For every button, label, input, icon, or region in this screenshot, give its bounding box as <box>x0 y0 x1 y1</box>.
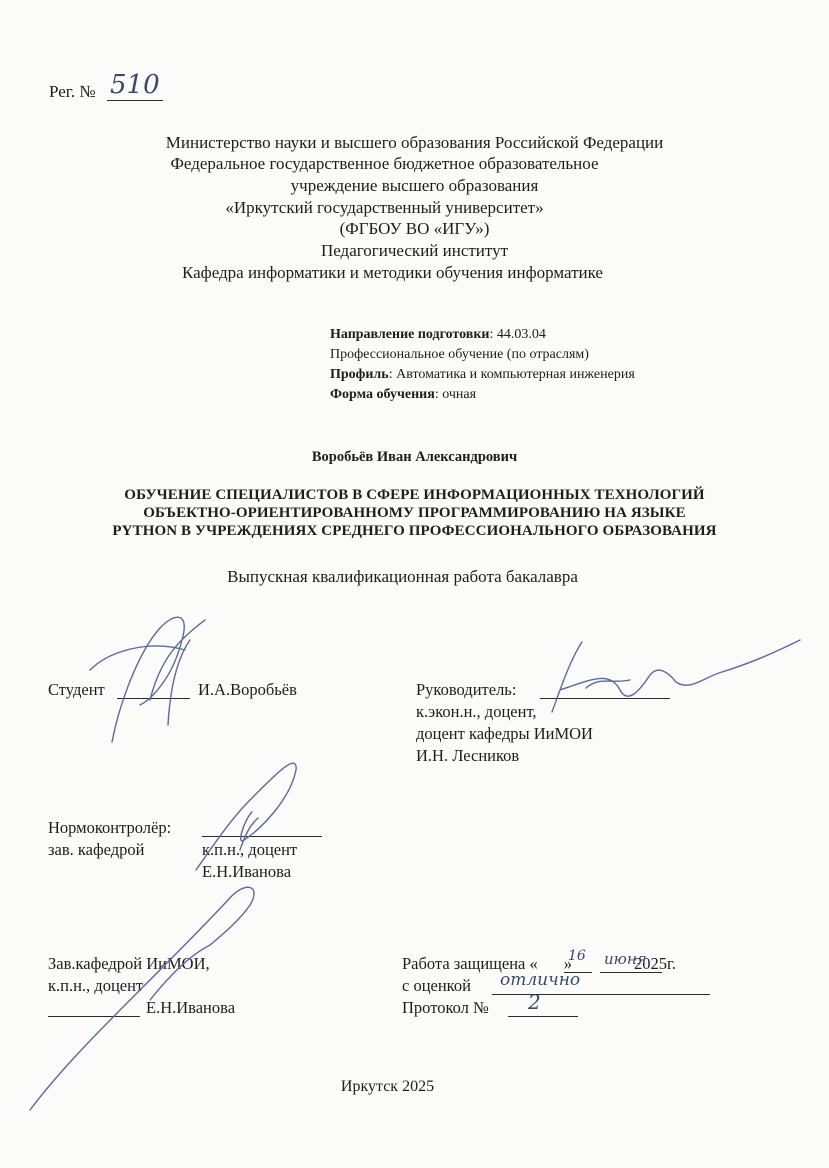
defense-month-line <box>600 972 662 973</box>
protocol-handwritten: 2 <box>528 990 541 1014</box>
head-degree: к.п.н., доцент <box>48 976 144 995</box>
title-line-2: ОБЪЕКТНО-ОРИЕНТИРОВАННОМУ ПРОГРАММИРОВАНИЮ НА ЯЗЫКЕ <box>143 505 686 521</box>
work-type: Выпускная квалификационная работа бакалавра <box>227 567 578 586</box>
supervisor-label: Руководитель: <box>416 680 517 699</box>
registration <box>49 82 96 102</box>
supervisor-position: доцент кафедры ИиМОИ <box>416 724 593 743</box>
defense-month-handwritten: июня <box>604 950 647 968</box>
head-name: Е.Н.Иванова <box>146 998 236 1017</box>
defense-prefix: Работа защищена « <box>402 954 538 973</box>
header-line-7: Кафедра информатики и методики обучения информатике <box>182 263 603 282</box>
profile-label: Профиль <box>330 367 389 382</box>
reg-underline <box>107 100 163 101</box>
student-sign-line <box>117 698 190 699</box>
header-line-3: учреждение высшего образования <box>290 176 539 195</box>
head-sign-line <box>48 1016 140 1017</box>
header-line-4: «Иркутский государственный университет» <box>225 198 544 217</box>
footer-city-year: Иркутск 2025 <box>340 1078 435 1095</box>
student-signature <box>90 617 205 742</box>
form-value: : очная <box>434 387 477 402</box>
grade-handwritten: отлично <box>500 970 581 990</box>
form-label: Форма обучения <box>330 387 435 402</box>
normcontrol-sign-line <box>202 836 322 837</box>
defense-day-handwritten: 16 <box>568 948 586 964</box>
profile-line <box>330 365 635 384</box>
reg-number-handwritten: 510 <box>110 70 160 100</box>
head-title: Зав.кафедрой ИиМОИ, <box>48 954 210 973</box>
header-line-5: (ФГБОУ ВО «ИГУ») <box>339 219 490 238</box>
normcontrol-role: зав. кафедрой <box>48 840 145 859</box>
normcontrol-label: Нормоконтролёр: <box>48 818 172 837</box>
protocol-line <box>508 1016 578 1017</box>
header-line-1: Министерство науки и высшего образования Российской Федерации <box>165 133 664 152</box>
supervisor-name: И.Н. Лесников <box>416 746 520 765</box>
direction-value: : 44.03.04 <box>489 327 546 342</box>
direction-name: Профессиональное обучение (по отраслям) <box>330 347 589 362</box>
defense-year: 2025г. <box>633 954 677 973</box>
normcontrol-degree: к.п.н., доцент <box>202 840 298 859</box>
author-name: Воробьёв Иван Александрович <box>311 449 518 465</box>
supervisor-signature <box>552 640 800 712</box>
reg-label: Рег. № <box>49 82 96 101</box>
grade-label: с оценкой <box>402 976 471 995</box>
header-line-2: Федеральное государственное бюджетное образовательное <box>170 154 599 173</box>
grade-line <box>492 994 710 995</box>
direction-line <box>330 325 546 344</box>
protocol-label: Протокол № <box>402 998 489 1017</box>
supervisor-sign-line <box>540 698 670 699</box>
normcontrol-name: Е.Н.Иванова <box>202 862 292 881</box>
student-name: И.А.Воробьёв <box>198 680 297 699</box>
header-line-6: Педагогический институт <box>320 241 509 260</box>
direction-label: Направление подготовки <box>330 327 490 342</box>
title-line-3: PYTHON В УЧРЕЖДЕНИЯХ СРЕДНЕГО ПРОФЕССИОНАЛЬНОГО ОБРАЗОВАНИЯ <box>112 523 717 539</box>
supervisor-degree: к.экон.н., доцент, <box>416 702 537 721</box>
form-line <box>330 385 476 404</box>
defense-mid: » <box>563 954 572 973</box>
student-label: Студент <box>48 680 105 699</box>
title-line-1: ОБУЧЕНИЕ СПЕЦИАЛИСТОВ В СФЕРЕ ИНФОРМАЦИОННЫХ ТЕХНОЛОГИЙ <box>124 487 705 503</box>
profile-value: : Автоматика и компьютерная инженерия <box>388 367 635 382</box>
